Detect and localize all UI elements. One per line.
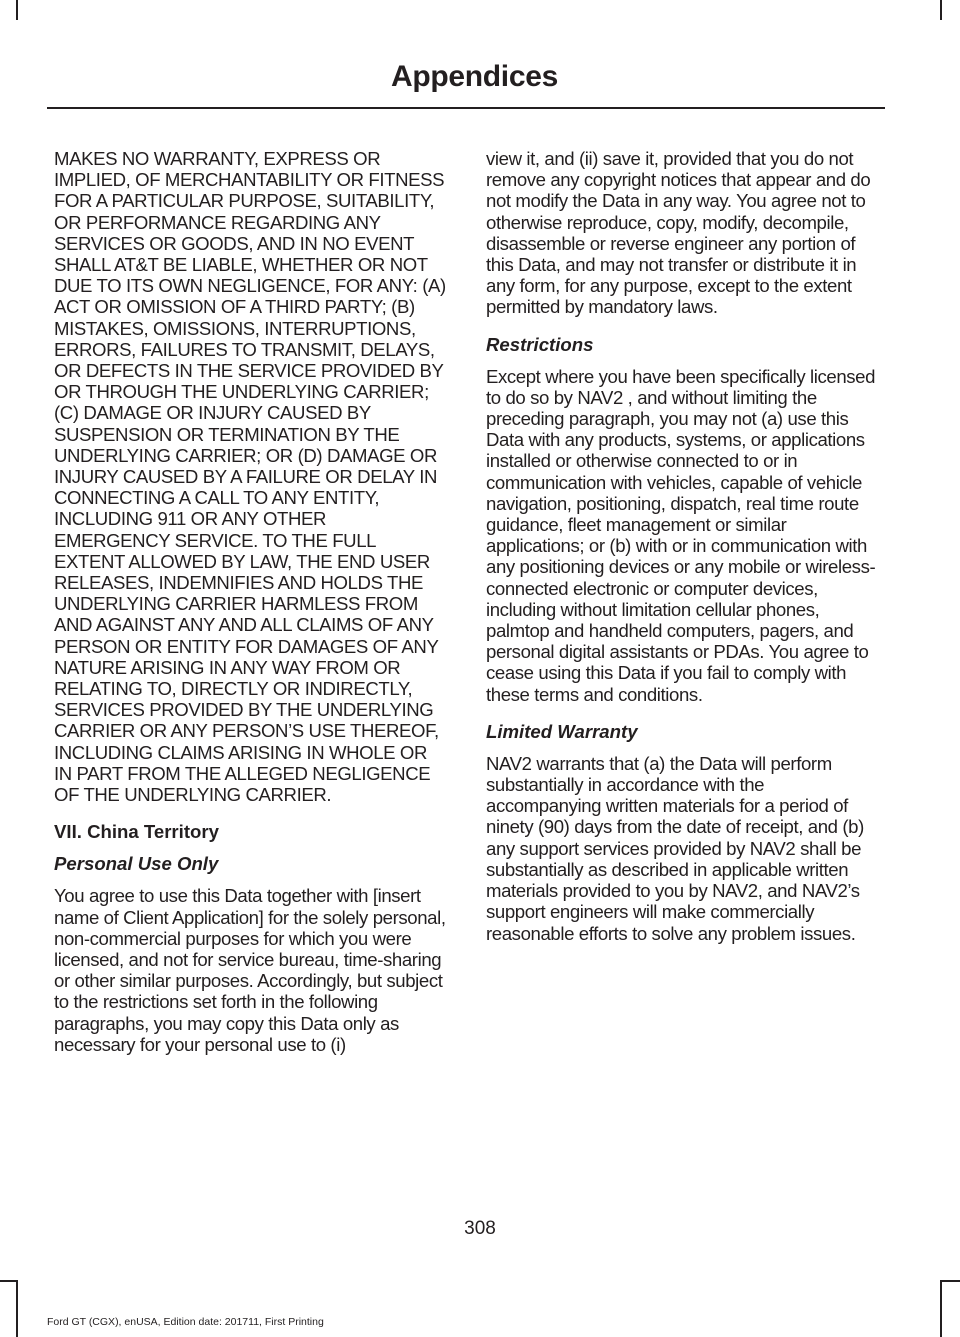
personal-use-paragraph: You agree to use this Data together with [insert name of Client Application] for the solely personal, non-commercial purposes for which you were licensed, and not for service bureau, time-sharing or other similar purposes. Accordingly, but subject to the restrictions set forth in the following paragraphs, you may copy this Data only as necessary for your personal use to (i): [54, 885, 446, 1055]
crop-mark-bottom-left-h: [0, 1280, 18, 1282]
left-column: [54, 148, 446, 1071]
page-title: Appendices: [390, 60, 558, 93]
restrictions-paragraph: Except where you have been specifically licensed to do so by NAV2 , and without limiting the preceding paragraph, you may not (a) use this Data with any products, systems, or applications installed or otherwise connected to or in communication with vehicles, capable of vehicle navigation, positioning, dispatch, real time route guidance, fleet management or similar applications; or (b) with or in communication with any positioning devices or any mobile or wireless-connected electronic or computer devices, including without limitation cellular phones, palmtop and handheld computers, pagers, and personal digital assistants or PDAs. You agree to cease using this Data if you fail to comply with these terms and conditions.: [486, 365, 876, 705]
limited-warranty-paragraph: NAV2 warrants that (a) the Data will perform substantially in accordance with the accompanying written materials for a period of ninety (90) days from the date of receipt, and (b) any support services provided by NAV2 shall be substantially as described in applicable written materials provided to you by NAV2, and NAV2’s support engineers will make commercially reasonable efforts to solve any problem issues.: [486, 752, 864, 944]
subheading-personal-use-only: Personal Use Only: [54, 853, 219, 875]
warranty-disclaimer-paragraph: MAKES NO WARRANTY, EXPRESS OR IMPLIED, OF MERCHANTABILITY OR FITNESS FOR A PARTICULAR PURPOSE, SUITABILITY, OR PERFORMANCE REGARDING ANY SERVICES OR GOODS, AND IN NO EVENT SHALL AT&T BE LIABLE, WHETHER OR NOT DUE TO ITS OWN NEGLIGENCE, FOR ANY: (A) ACT OR OMISSION OF A THIRD PARTY; (B) MISTAKES, OMISSIONS, INTERRUPTIONS, ERRORS, FAILURES TO TRANSMIT, DELAYS, OR DEFECTS IN THE SERVICE PROVIDED BY OR THROUGH THE UNDERLYING CARRIER; (C) DAMAGE OR INJURY CAUSED BY SUSPENSION OR TERMINATION BY THE UNDERLYING CARRIER; OR (D) DAMAGE OR INJURY CAUSED BY A FAILURE OR DELAY IN CONNECTING A CALL TO ANY ENTITY, INCLUDING 911 OR ANY OTHER EMERGENCY SERVICE. TO THE FULL EXTENT ALLOWED BY LAW, THE END USER RELEASES, INDEMNIFIES AND HOLDS THE UNDERLYING CARRIER HARMLESS FROM AND AGAINST ANY AND ALL CLAIMS OF ANY PERSON OR ENTITY FOR DAMAGES OF ANY NATURE ARISING IN ANY WAY FROM OR RELATING TO, DIRECTLY OR INDIRECTLY, SERVICES PROVIDED BY THE UNDERLYING CARRIER OR ANY PERSON’S USE THEREOF, INCLUDING CLAIMS ARISING IN WHOLE OR IN PART FROM THE ALLEGED NEGLIGENCE OF THE UNDERLYING CARRIER.: [54, 148, 446, 806]
subheading-restrictions: Restrictions: [486, 333, 594, 355]
crop-mark-bottom-left: [16, 1280, 18, 1337]
right-column: [486, 148, 878, 960]
header-divider: [47, 107, 885, 109]
crop-mark-top-left: [16, 0, 18, 20]
section-heading-china-territory: VII. China Territory: [54, 821, 219, 843]
page-number: 308: [464, 1218, 496, 1239]
copy-terms-paragraph: view it, and (ii) save it, provided that you do not remove any copyright notices that appear and do not modify the Data in any way. You agree not to otherwise reproduce, copy, modify, decompile, disassemble or reverse engineer any portion of this Data, and may not transfer or distribute it in any form, for any purpose, except to the extent permitted by mandatory laws.: [486, 148, 871, 318]
crop-mark-bottom-right: [940, 1280, 942, 1337]
edition-footer: Ford GT (CGX), enUSA, Edition date: 201711, First Printing: [47, 1316, 324, 1328]
crop-mark-bottom-right-h: [940, 1280, 960, 1282]
crop-mark-top-right: [940, 0, 942, 20]
subheading-limited-warranty: Limited Warranty: [486, 720, 638, 742]
